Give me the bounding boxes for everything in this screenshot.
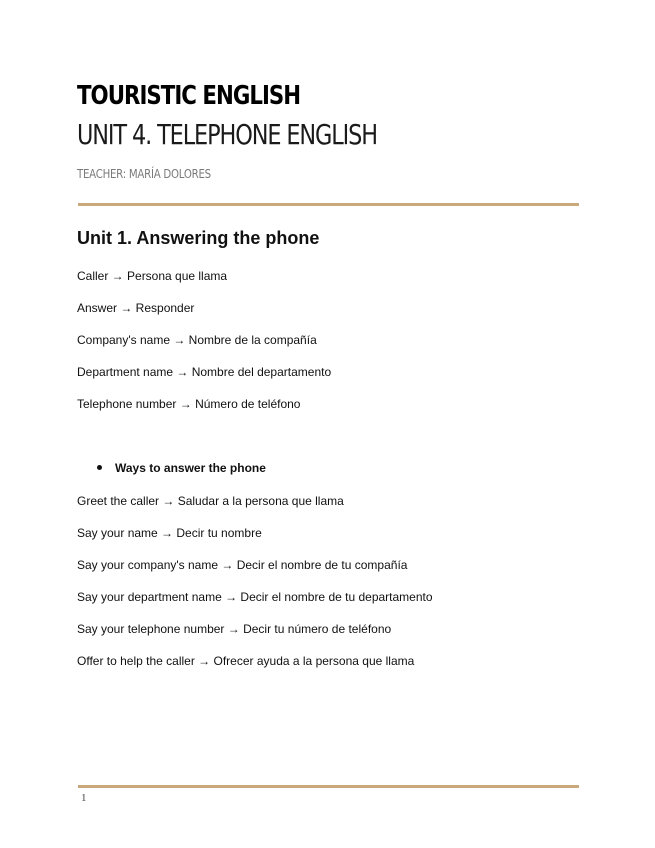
vocab-line: Telephone number → Número de teléfono — [77, 397, 301, 411]
way-line: Say your company's name → Decir el nombre de tu compañía — [77, 558, 408, 572]
footer-divider — [78, 785, 579, 788]
way-line: Say your name → Decir tu nombre — [77, 526, 262, 540]
way-line: Offer to help the caller → Ofrecer ayuda a la persona que llama — [77, 654, 415, 668]
bullet-item — [97, 460, 266, 476]
header-divider — [78, 203, 579, 206]
vocab-line: Answer → Responder — [77, 301, 195, 315]
bullet-label: Ways to answer the phone — [115, 461, 266, 475]
way-line: Greet the caller → Saludar a la persona que llama — [77, 494, 344, 508]
way-line: Say your telephone number → Decir tu número de teléfono — [77, 622, 392, 636]
document-title: TOURISTIC ENGLISH — [77, 81, 301, 111]
bullet-icon — [97, 465, 102, 470]
page-number: 1 — [81, 792, 87, 804]
way-line: Say your department name → Decir el nombre de tu departamento — [77, 590, 433, 604]
teacher-name: TEACHER: MARÍA DOLORES — [77, 167, 211, 181]
vocab-line: Department name → Nombre del departamento — [77, 365, 332, 379]
document-subtitle: UNIT 4. TELEPHONE ENGLISH — [77, 118, 377, 151]
vocab-line: Company's name → Nombre de la compañía — [77, 333, 317, 347]
section-heading: Unit 1. Answering the phone — [77, 228, 320, 248]
vocab-line: Caller → Persona que llama — [77, 269, 228, 283]
